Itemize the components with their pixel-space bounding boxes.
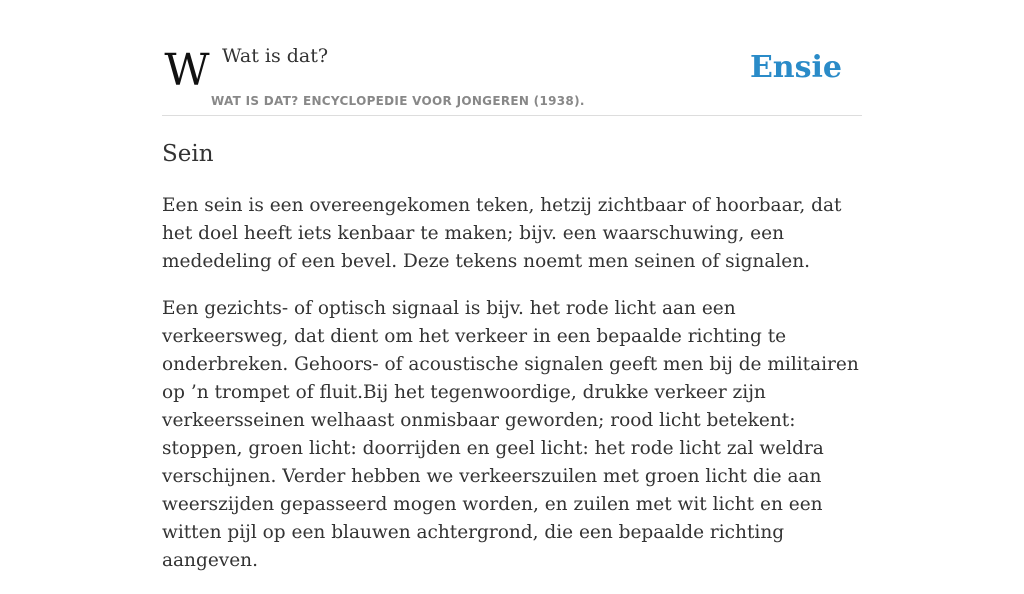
header (162, 0, 862, 116)
source-subtitle: WAT IS DAT? ENCYCLOPEDIE VOOR JONGEREN (1938). (211, 94, 585, 108)
article (162, 138, 862, 594)
wikisource-w-icon (164, 45, 210, 96)
svg-text:W: W (164, 45, 210, 96)
source-title[interactable]: Wat is dat? (222, 45, 329, 67)
article-paragraph: Een sein is een overeengekomen teken, hetzij zichtbaar of hoorbaar, dat het doel heeft iets kenbaar te maken; bijv. een waarschuwing, een mededeling of een bevel. Deze tekens noemt men seinen of signalen. (162, 195, 842, 272)
brand-logo-link[interactable]: Ensie (749, 50, 842, 85)
article-title: Sein (162, 141, 214, 167)
article-paragraph: Een gezichts- of optisch signaal is bijv. het rode licht aan een verkeersweg, dat dient om het verkeer in een bepaalde richting te onderbreken. Gehoors- of acoustische signalen geeft men bij de militairen op ’n trompet of fluit.Bij het tegenwoordige, drukke verkeer zijn verkeersseinen welhaast onmisbaar geworden; rood licht betekent: stoppen, groen licht: doorrijden en geel licht: het rode licht zal weldra verschijnen. Verder hebben we verkeerszuilen met groen licht die aan weerszijden gepasseerd mogen worden, en zuilen met wit licht en een witten pijl op een blauwen achtergrond, die een bepaalde richting aangeven. (162, 298, 859, 571)
